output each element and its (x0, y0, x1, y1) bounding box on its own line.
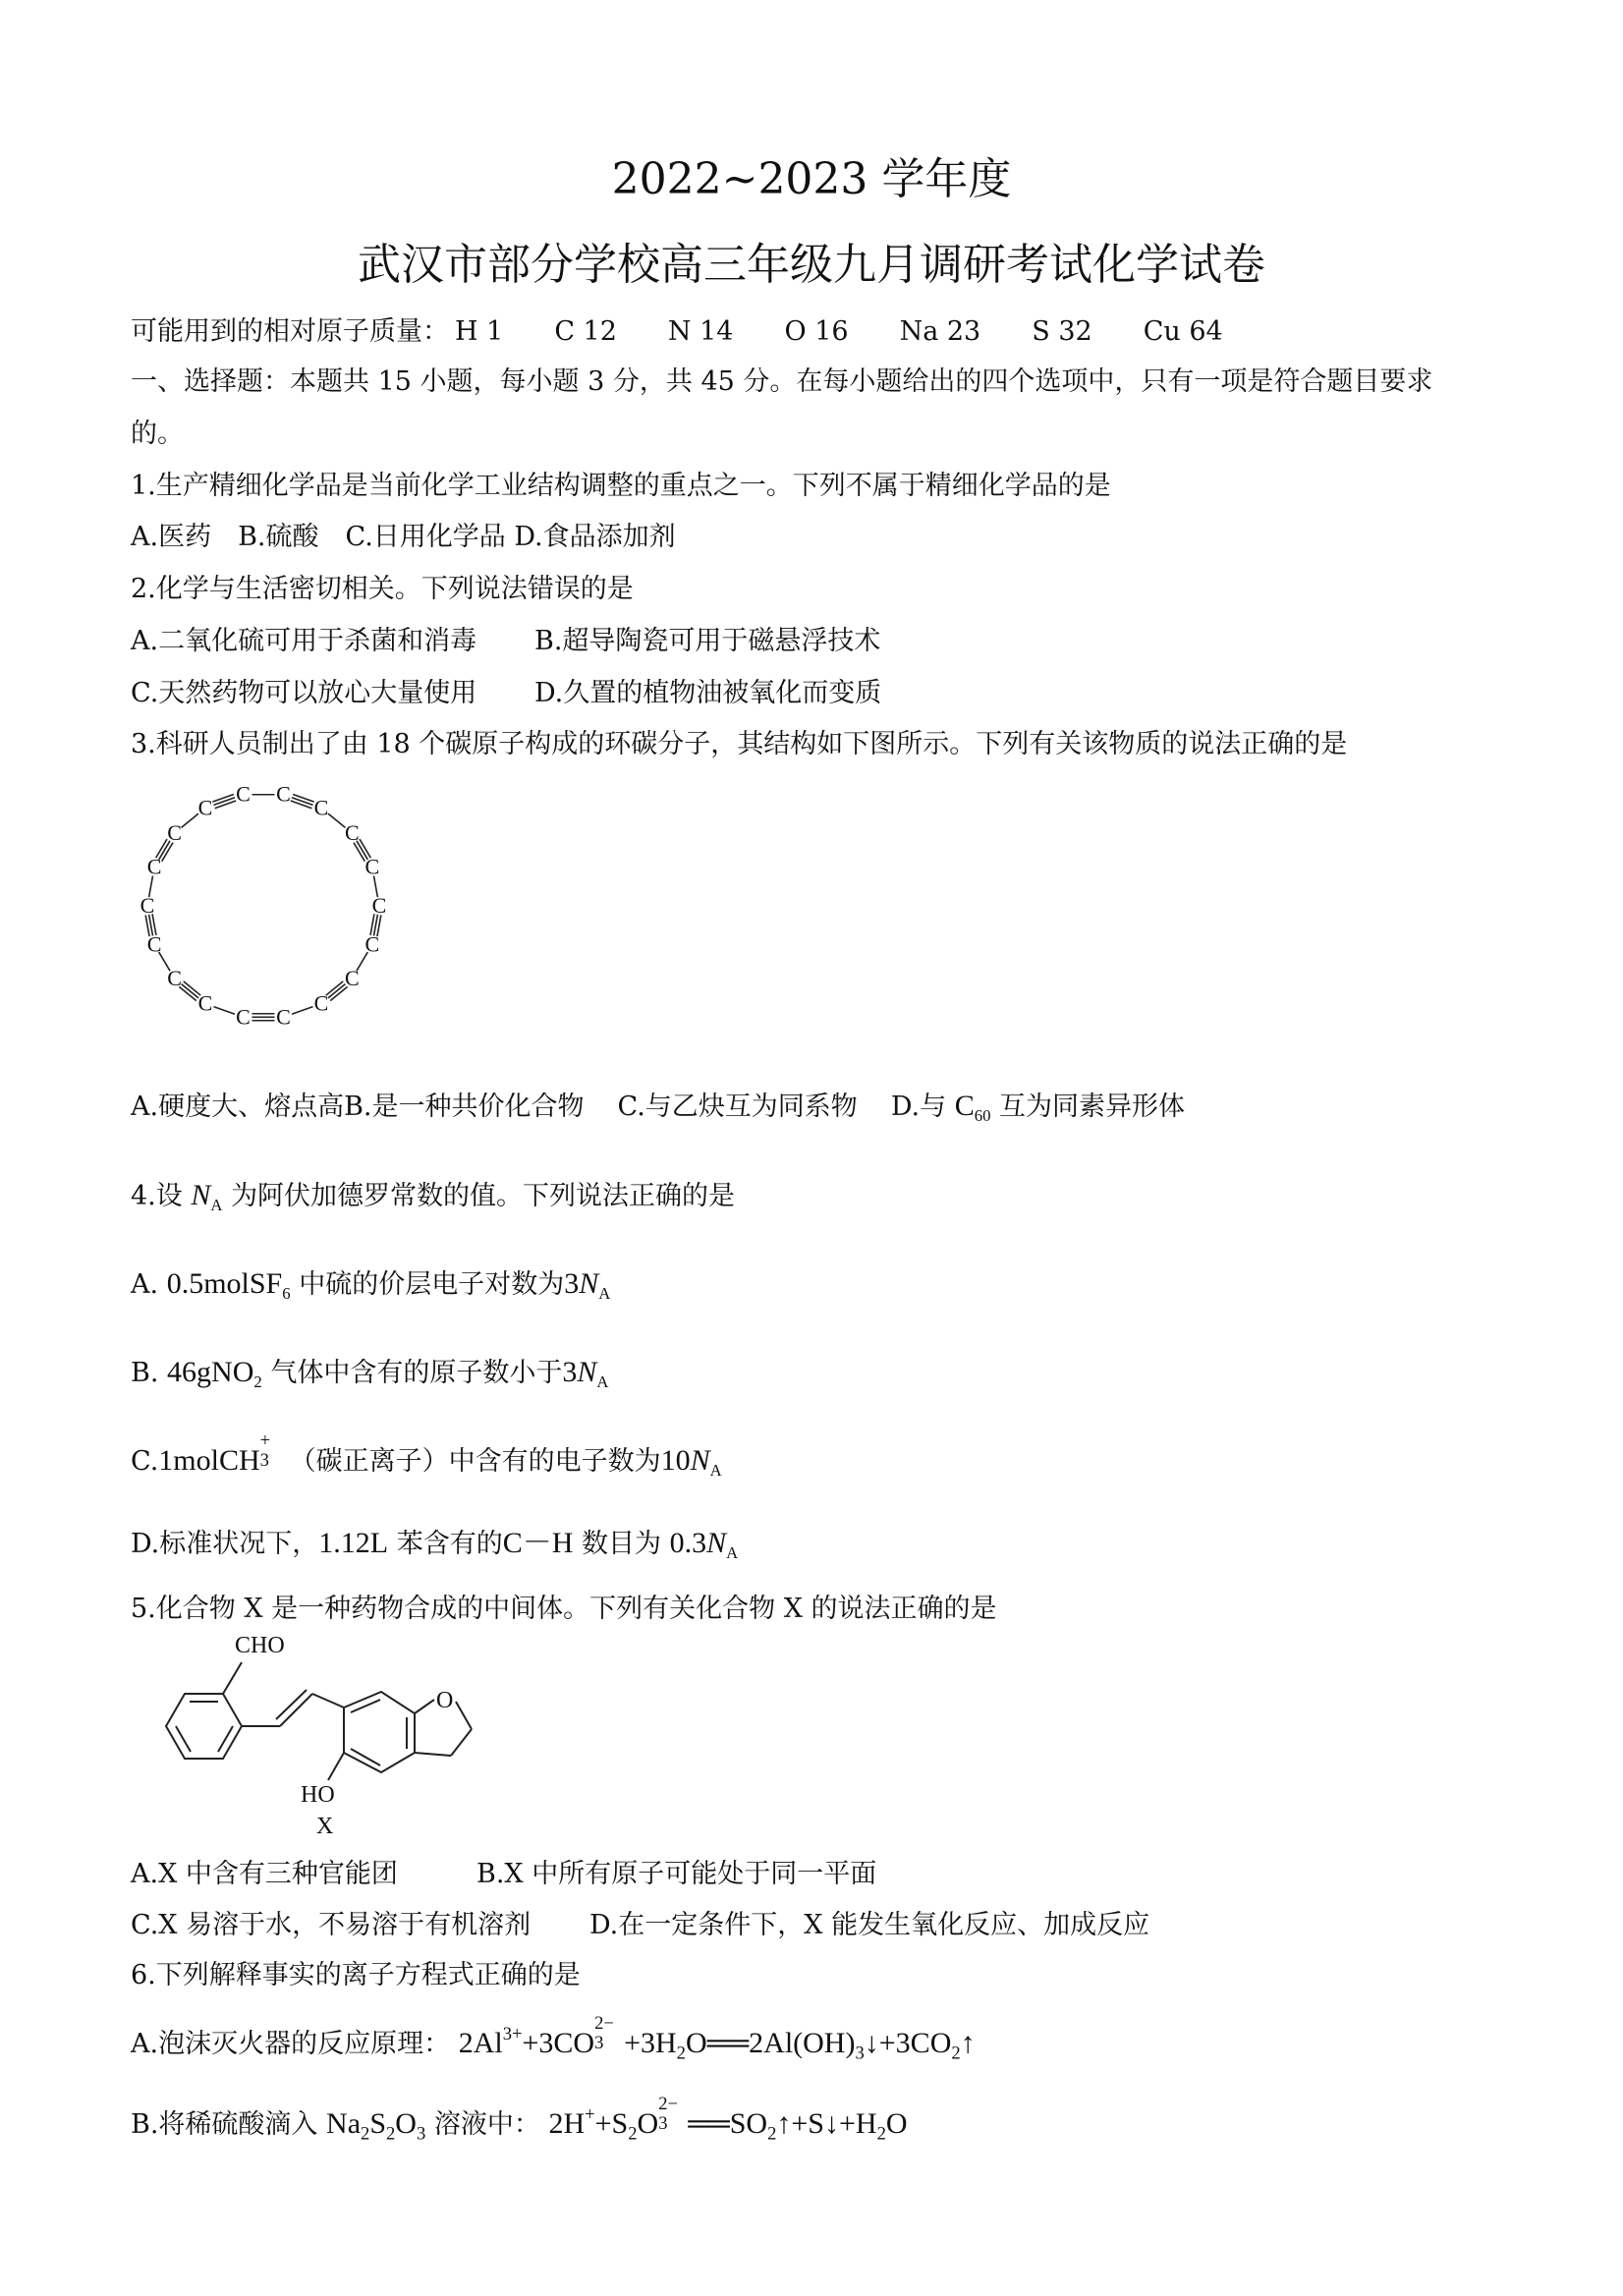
question-3-option-c: C.与乙炔互为同系物 (617, 1092, 858, 1122)
ring-atoms (140, 782, 387, 1030)
single-bond (328, 813, 345, 827)
carbon-atom-label: C (146, 931, 162, 957)
carbon-atom-label: C (276, 1004, 291, 1030)
single-bond (182, 813, 198, 827)
exam-title: 武汉市部分学校高三年级九月调研考试化学试卷 (358, 240, 1265, 290)
atomic-mass-item: C 12 (554, 316, 617, 347)
question-3-options (131, 1085, 1185, 1126)
question-6-option-a: A.泡沫灭火器的反应原理： $2Al^{3+}+3CO$ 2− 3 $+3H_2O══2Al(OH)_3↓+3CO_2↑$ (131, 2012, 976, 2064)
question-1-options: A.医药 B.硫酸 C.日用化学品 D.食品添加剂 (131, 522, 676, 552)
carbon-atom-label: C (236, 781, 251, 807)
carbon-atom-label: C (345, 820, 360, 846)
question-3-stem: 3.科研人员制出了由 18 个碳原子构成的环碳分子，其结构如下图所示。下列有关该物质的说法正确的是 (131, 729, 1348, 759)
question-4-option-b: B. 46gNO$_2$ 气体中含有的原子数小于$3N_A$ (131, 1356, 609, 1391)
single-bond (213, 1007, 235, 1015)
carbon-atom-label: C (345, 965, 360, 990)
question-4-option-a: A. 0.5molSF$_6$ 中硫的价层电子对数为$3N_A$ (131, 1267, 611, 1303)
carbon-atom-label: C (276, 781, 291, 807)
ho-label: HO (301, 1782, 335, 1808)
carbon-atom-label: C (364, 931, 380, 957)
carbon-atom-label: C (140, 893, 155, 918)
atomic-mass-item: Na 23 (899, 316, 981, 347)
question-2-stem: 2.化学与生活密切相关。下列说法错误的是 (131, 574, 634, 604)
question-3-option-b: B.是一种共价化合物 (344, 1092, 585, 1122)
sodium-thiosulfate: $Na_2S_2O_3$ (326, 2107, 426, 2145)
atomic-mass-item: N 14 (667, 316, 734, 347)
question-5-option-b: B.X 中所有原子可能处于同一平面 (476, 1859, 877, 1889)
carbon-atom-label: C (371, 893, 387, 918)
question-2-option-d: D.久置的植物油被氧化而变质 (534, 678, 882, 708)
atomic-mass-item: Cu 64 (1143, 316, 1223, 347)
carbon-atom-label: C (236, 1004, 251, 1030)
compound-x-label: X (316, 1814, 334, 1839)
triple-bond (291, 801, 312, 809)
equation-a: $2Al^{3+}+3CO$ 2− 3 $+3H_2O══2Al(OH)_3↓+3CO_2↑$ (458, 2012, 976, 2064)
carbon-atom-label: C (313, 990, 329, 1016)
equation-b: $2H^++S_2O$ 2− 3 $══SO_2↑+S↓+H_2O$ (548, 2093, 908, 2145)
atomic-masses (131, 309, 1223, 348)
question-6-stem: 6.下列解释事实的离子方程式正确的是 (131, 1960, 581, 1990)
question-4-option-d: D.标准状况下，1.12L 苯含有的C－H 数目为 $0.3N_A$ (131, 1527, 739, 1562)
triple-bond (212, 794, 234, 802)
carbon-atom-label: C (167, 820, 182, 846)
question-4-stem: 4.设 $N_A$ 为阿伏加德罗常数的值。下列说法正确的是 (131, 1179, 736, 1214)
question-2-option-c: C.天然药物可以放心大量使用 (131, 678, 477, 708)
carbon-atom-label: C (167, 965, 182, 990)
question-5-option-a: A.X 中含有三种官能团 (131, 1859, 398, 1889)
carbon-atom-label: C (197, 990, 213, 1016)
carbon-atom-label: C (364, 854, 380, 879)
oxygen-label: O (436, 1688, 454, 1713)
question-6-option-b: B.将稀硫酸滴入 $Na_2S_2O_3$ 溶液中： $2H^++S_2O$ 2− 3 $══SO_2↑+S↓+H_2O$ (131, 2093, 908, 2145)
triple-bond (213, 798, 235, 806)
carbon-atom-label: C (313, 795, 329, 820)
question-2-option-b: B.超导陶瓷可用于磁悬浮技术 (534, 626, 881, 656)
section-intro-line2: 的。 (131, 419, 184, 449)
single-bond (292, 1007, 313, 1015)
triple-bond (293, 794, 314, 802)
section-intro-line1: 一、选择题：本题共 15 小题，每小题 3 分，共 45 分。在每小题给出的四个选项中，只有一项是符合题目要求 (131, 366, 1433, 397)
compound-x-bonds (166, 1662, 472, 1780)
benzene-ring (166, 1694, 242, 1759)
question-3-option-d: D.与 $C_{60}$ 互为同素异形体 (890, 1090, 1186, 1125)
atomic-mass-item: S 32 (1032, 316, 1092, 347)
question-5-stem: 5.化合物 X 是一种药物合成的中间体。下列有关化合物 X 的说法正确的是 (131, 1594, 997, 1624)
exam-year: 2022~2023 学年度 (611, 154, 1012, 204)
triple-bond (292, 798, 313, 806)
cyclocarbon-ring-figure (126, 771, 401, 1041)
question-4-option-c: C.1molCH + 3 （碳正离子）中含有的电子数为$10N_A$ (131, 1429, 722, 1480)
question-3-option-a: A.硬度大、熔点高 (131, 1092, 345, 1122)
question-5-option-c: C.X 易溶于水，不易溶于有机溶剂 (131, 1910, 532, 1940)
carbon-atom-label: C (197, 795, 213, 820)
atomic-mass-item: O 16 (784, 316, 849, 347)
atomic-mass-item: H 1 (455, 316, 504, 347)
question-5-option-d: D.在一定条件下，X 能发生氧化反应、加成反应 (589, 1910, 1150, 1940)
triple-bond (215, 801, 237, 809)
carbon-atom-label: C (146, 854, 162, 879)
benzene-ring (344, 1692, 415, 1772)
cho-label: CHO (235, 1633, 285, 1658)
question-2-option-a: A.二氧化硫可用于杀菌和消毒 (131, 626, 477, 656)
question-1-stem: 1.生产精细化学品是当前化学工业结构调整的重点之一。下列不属于精细化学品的是 (131, 471, 1111, 501)
atomic-masses-label: 可能用到的相对原子质量： (131, 316, 449, 347)
compound-x-structure (126, 1623, 538, 1844)
